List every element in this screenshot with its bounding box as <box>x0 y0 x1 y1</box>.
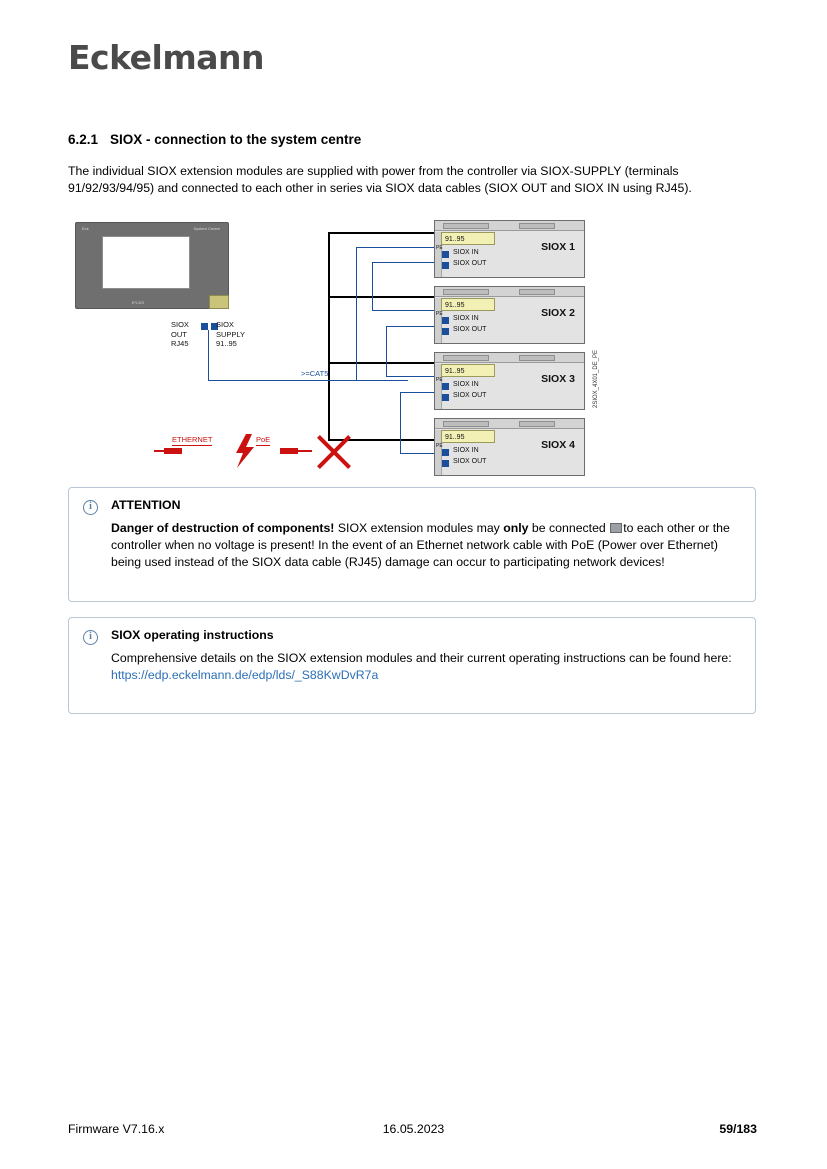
wire-black-3 <box>328 362 440 364</box>
wire-black-vertical <box>328 232 330 440</box>
attention-note <box>68 487 756 602</box>
info-icon: i <box>83 500 98 515</box>
attention-emph: only <box>503 521 529 535</box>
topbar-slot <box>519 355 555 361</box>
module-name: SIOX 3 <box>541 373 575 385</box>
siox-out-port <box>442 460 449 467</box>
controller-screen <box>102 236 190 289</box>
instructions-body <box>111 650 736 684</box>
topbar-slot <box>443 355 489 361</box>
cable-type-label: >=CAT5 <box>301 369 329 378</box>
siox-out-port <box>442 394 449 401</box>
company-logo: Eckelmann <box>68 38 264 77</box>
instructions-title: SIOX operating instructions <box>111 628 274 642</box>
wire-black-2 <box>328 296 440 298</box>
system-centre-controller <box>75 222 229 309</box>
topbar-slot <box>519 289 555 295</box>
wire-blue-supply-riser <box>208 330 209 380</box>
ethernet-cable-line <box>154 450 166 452</box>
forbidden-ethernet-group <box>150 430 350 470</box>
page-title <box>68 132 361 147</box>
topbar-slot <box>519 421 555 427</box>
siox-in-label: SIOX IN <box>453 381 479 388</box>
module-topbar <box>435 221 584 231</box>
wiring-diagram <box>68 212 758 477</box>
footer-firmware: Firmware V7.16.x <box>68 1122 165 1136</box>
module-topbar <box>435 287 584 297</box>
topbar-slot <box>519 223 555 229</box>
attention-text-2: be connected <box>528 521 610 535</box>
controller-supply-connector <box>209 295 229 309</box>
controller-siox-out-port <box>201 323 208 330</box>
siox-module-3 <box>434 352 585 410</box>
instructions-text: Comprehensive details on the SIOX extension modules and their current operating instructions can be found here: <box>111 651 732 665</box>
pe-label: PE <box>436 245 443 251</box>
terminal-block-label: 91..95 <box>441 364 495 377</box>
lightning-bolt-icon <box>234 434 256 468</box>
attention-body <box>111 520 736 571</box>
wire-blue-m2-to-m3 <box>386 326 387 376</box>
info-icon: i <box>83 630 98 645</box>
terminal-block-label: 91..95 <box>441 430 495 443</box>
section-title: SIOX - connection to the system centre <box>110 132 362 147</box>
pe-label: PE <box>436 311 443 317</box>
poe-plug-icon <box>280 448 298 454</box>
wire-blue-m3-to-m4 <box>400 392 401 453</box>
siox-in-label: SIOX IN <box>453 447 479 454</box>
siox-out-label: SIOX OUT <box>453 260 487 267</box>
footer-page-number: 59/183 <box>719 1122 757 1136</box>
instructions-note <box>68 617 756 714</box>
wire-blue-m1-in <box>356 247 440 248</box>
module-name: SIOX 2 <box>541 307 575 319</box>
wire-blue-m2-in <box>372 310 440 311</box>
wire-blue-m3-in <box>386 376 440 377</box>
terminal-block-label: 91..95 <box>441 298 495 311</box>
siox-out-label: SIOX OUT <box>453 326 487 333</box>
poe-cable-line <box>298 450 312 452</box>
instructions-link[interactable]: https://edp.eckelmann.de/edp/lds/_S88KwDvR7a <box>111 668 379 682</box>
module-topbar <box>435 353 584 363</box>
siox-out-port <box>442 262 449 269</box>
ethernet-plug-icon <box>164 448 182 454</box>
prohibited-cross-icon <box>312 432 352 472</box>
siox-in-label: SIOX IN <box>453 315 479 322</box>
controller-top-left-label: Eck <box>82 226 89 231</box>
siox-in-port <box>442 317 449 324</box>
attention-title: ATTENTION <box>111 498 181 512</box>
siox-module-1 <box>434 220 585 278</box>
section-number: 6.2.1 <box>68 132 99 147</box>
topbar-slot <box>443 289 489 295</box>
siox-in-port <box>442 449 449 456</box>
attention-text-1: SIOX extension modules may <box>334 521 504 535</box>
wire-blue-supply-main <box>208 380 408 381</box>
wire-black-top <box>328 232 440 234</box>
module-topbar <box>435 419 584 429</box>
pe-label: PE <box>436 377 443 383</box>
module-name: SIOX 1 <box>541 241 575 253</box>
siox-out-label: SIOX OUT <box>453 392 487 399</box>
topbar-slot <box>443 223 489 229</box>
controller-out-label: SIOX OUT RJ45 <box>171 320 189 348</box>
controller-bottom-label: E*LDS <box>132 300 145 305</box>
controller-supply-label: SIOX SUPPLY 91..95 <box>216 320 246 348</box>
siox-out-label: SIOX OUT <box>453 458 487 465</box>
footer-date: 16.05.2023 <box>382 1122 445 1136</box>
pe-label: PE <box>436 443 443 449</box>
poe-label: PoE <box>256 435 271 444</box>
figure-code: 2SIOX_4X01_DE_PE <box>593 349 599 408</box>
attention-text-3: to each other or the controller when no voltage is present! In the event of an Ethernet network cable with PoE (Power over Ethernet) being used instead of the SIOX data cable (RJ45) damage can occur to participating network devices! <box>111 521 730 569</box>
plug-inline-icon <box>610 523 622 533</box>
wire-blue-m1-out <box>372 262 440 263</box>
wire-blue-riser-2 <box>356 247 357 380</box>
siox-in-port <box>442 251 449 258</box>
topbar-slot <box>443 421 489 427</box>
controller-top-right-label: System Centre <box>193 226 220 231</box>
siox-module-2 <box>434 286 585 344</box>
module-name: SIOX 4 <box>541 439 575 451</box>
siox-in-port <box>442 383 449 390</box>
siox-out-port <box>442 328 449 335</box>
wire-blue-m1-to-m2 <box>372 262 373 310</box>
wire-blue-m2-out <box>386 326 440 327</box>
terminal-block-label: 91..95 <box>441 232 495 245</box>
attention-lead: Danger of destruction of components! <box>111 521 335 535</box>
intro-paragraph: The individual SIOX extension modules are supplied with power from the controller via SIOX-SUPPLY (terminals 91/92/93/94/95) and connected to each other in series via SIOX data cables (SIOX OUT and SIOX IN using RJ45). <box>68 164 692 195</box>
ethernet-label: ETHERNET <box>172 435 213 444</box>
siox-module-4 <box>434 418 585 476</box>
siox-in-label: SIOX IN <box>453 249 479 256</box>
